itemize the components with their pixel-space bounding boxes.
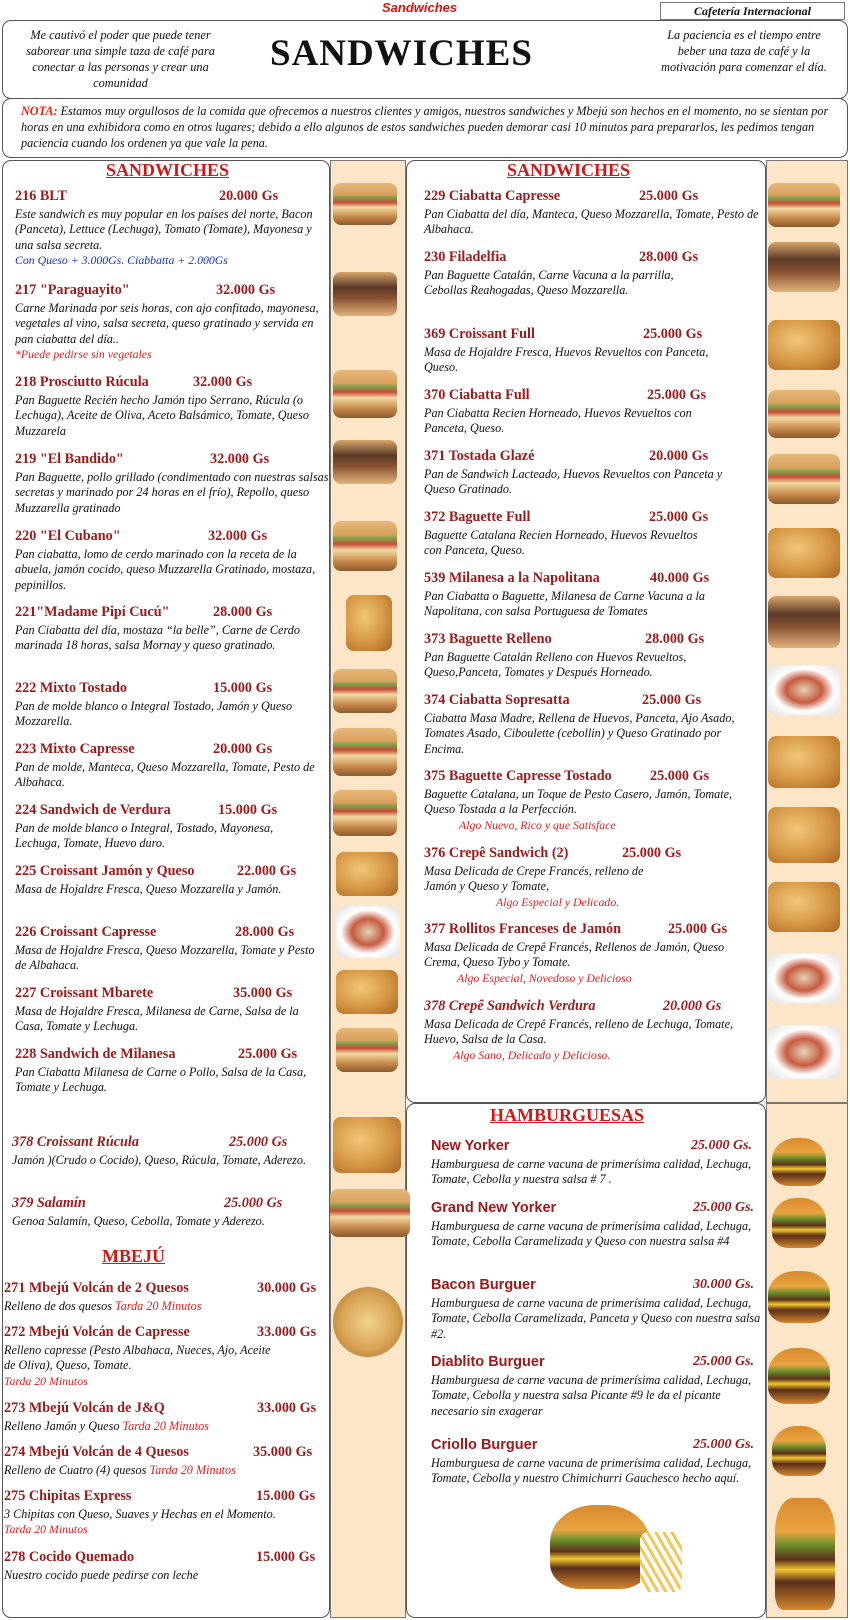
menu-item [15,451,330,516]
item-desc: Pan Ciabatta del día, mostaza “la belle”, Carne de Cerdo marinada 18 horas, salsa Mornay y queso gratinado. [15,623,300,653]
item-name: Bacon Burguer [431,1277,536,1293]
item-extra: Tarda 20 Minutos [115,1299,202,1313]
item-price: 25.000 Gs [668,921,728,937]
item-name: 377 Rollitos Franceses de Jamón [424,921,622,937]
item-name: 216 BLT [15,188,67,204]
menu-item [424,998,739,1063]
item-desc: 3 Chipitas con Queso, Suaves y Hechas en el Momento. [4,1507,276,1521]
sandwich-photo [768,183,840,227]
sandwich-photo [333,521,397,571]
right-quote: La paciencia es el tiempo entre beber una taza de café y la motivación para comenzar el día. [661,28,827,74]
item-desc: Baguette Catalana Recien Horneado, Huevos Revueltos con Panceta, Queso. [424,528,698,558]
item-price: 25.000 Gs [643,326,703,342]
burger-fries-photo [550,1505,650,1589]
mbeju-item [4,1549,330,1583]
item-name: 219 "El Bandido" [15,451,124,467]
item-price: 20.000 Gs [219,188,279,204]
item-extra: Tarda 20 Minutos [122,1419,209,1433]
item-price: 15.000 Gs [213,680,273,696]
menu-item [424,509,714,559]
item-desc: Hamburguesa de carne vacuna de primerísima calidad, Lechuga, Tomate, Cebolla Caramelizada y Queso con nuestra salsa #4 [431,1219,752,1249]
menu-item [424,845,682,910]
menu-item [424,387,707,437]
sandwich-photo [330,1189,410,1237]
item-name: 272 Mbejú Volcán de Capresse [4,1324,190,1340]
item-desc: Masa de Hojaldre Fresca, Milanesa de Carne, Salsa de la Casa, Tomate y Lechuga. [15,1004,299,1034]
item-price: 25.000 Gs. [693,1200,755,1215]
burger-photo [772,1426,826,1476]
item-name: 228 Sandwich de Milanesa [15,1046,176,1062]
croissant-photo [336,852,398,896]
menu-item [424,326,734,376]
item-name: 273 Mbejú Volcán de J&Q [4,1400,165,1416]
page-title: SANDWICHES [270,33,533,74]
item-desc: Relleno de Cuatro (4) quesos [4,1463,150,1477]
menu-item [12,1195,283,1229]
item-price: 28.000 Gs [645,631,705,647]
item-price: 33.000 Gs [257,1324,317,1340]
item-desc: Pan Ciabatta Recien Horneado, Huevos Revueltos con Panceta, Queso. [424,406,692,436]
item-desc: Pan Ciabatta o Baguette, Milanesa de Carne Vacuna a la Napolitana, con salsa Portuguesa de Tomates [424,589,705,619]
sandwich-photo [768,665,840,715]
item-price: 20.000 Gs [649,448,709,464]
item-price: 25.000 Gs [639,188,699,204]
sandwich-photo [768,736,840,788]
item-name: Criollo Burguer [431,1437,538,1453]
sandwich-photo [768,596,840,648]
item-desc: Relleno Jamón y Queso [4,1419,123,1433]
item-price: 25.000 Gs. [693,1354,755,1369]
item-price: 25.000 Gs [224,1195,283,1211]
item-name: 378 Croissant Rúcula [12,1134,139,1150]
item-desc: Pan de molde blanco o Integral Tostado, Jamón y Queso Mozzarella. [15,699,293,729]
item-price: 25.000 Gs [642,692,702,708]
item-desc: Genoa Salamín, Queso, Cebolla, Tomate y Aderezo. [12,1214,265,1228]
item-desc: Hamburguesa de carne vacuna de primerísima calidad, Lechuga, Tomate, Cebolla Caramelizada, Panceta y Queso con nuestra salsa #2. [431,1296,761,1341]
item-desc: Pan Baguette Recién hecho Jamón tipo Serrano, Rúcula (o Lechuga), Aceite de Oliva, Aceto Balsámico, Tomate, Queso Muzzarela [15,393,309,438]
menu-item [424,448,734,498]
item-price: 22.000 Gs [237,863,297,879]
sandwich-photo [333,440,397,484]
item-extra: Algo Nuevo, Rico y que Satisface [459,817,616,832]
item-price: 25.000 Gs [650,768,710,784]
note-text: Estamos muy orgullosos de la comida que ofrecemos a nuestros clientes y amigos, nuestros sandwiches y Mbejú son hechos en el momento, no se sientan por horas en una exhibidora como en otros lugares; debido a ello algunos de estos sandwiches pueden demorar casi 10 minutos para prepararlos, les pedimos tengan paciencia cuando los ordenen ya que vale la pena. [21,104,829,150]
menu-item [15,374,325,439]
crepe-photo [768,807,840,863]
sandwich-photo [333,790,397,836]
item-name: 275 Chipitas Express [4,1488,132,1504]
item-name: 222 Mixto Tostado [15,680,127,696]
item-name: Diablito Burguer [431,1354,545,1370]
item-desc: Pan Baguette Catalán, Carne Vacuna a la parrilla, Cebollas Reahogadas, Queso Mozzarella. [424,268,674,298]
item-name: 376 Crepê Sandwich (2) [424,845,569,861]
item-desc: Este sandwich es muy popular en los países del norte, Bacon (Panceta), Lettuce (Lechuga), Tomato (Tomate), Mayonesa y una salsa secreta. [15,207,313,252]
mbeju-item [4,1280,330,1314]
item-name: 371 Tostada Glazé [424,448,535,464]
burger-photo [768,1271,830,1323]
item-name: 224 Sandwich de Verdura [15,802,171,818]
crepe-photo [768,953,840,1003]
item-extra: Algo Sano, Delicado y Delicioso. [453,1047,611,1062]
item-desc: Hamburguesa de carne vacuna de primerísima calidad, Lechuga, Tomate, Cebolla y nuestra salsa # 7 . [431,1157,752,1187]
item-name: 271 Mbejú Volcán de 2 Quesos [4,1280,189,1296]
item-price: 32.000 Gs [210,451,270,467]
item-extra: Tarda 20 Minutos [149,1463,236,1477]
item-desc: Nuestro cocido puede pedirse con leche [4,1568,199,1582]
burger-photo [772,1198,826,1248]
menu-item [15,1046,330,1096]
croissant-photo [333,1117,401,1173]
item-extra: Algo Especial y Delicado. [496,894,620,909]
menu-item [15,924,315,974]
sandwich-photo [333,183,397,225]
item-price: 35.000 Gs [253,1444,313,1460]
item-price: 35.000 Gs [233,985,293,1001]
item-name: 221"Madame Pipí Cucú" [15,604,170,620]
item-name: 226 Croissant Capresse [15,924,157,940]
item-desc: Masa de Hojaldre Fresca, Queso Mozzarella y Jamón. [15,882,282,896]
sandwich-photo [768,528,840,578]
note-panel [2,98,848,158]
item-name: 539 Milanesa a la Napolitana [424,570,600,586]
item-name: 223 Mixto Capresse [15,741,135,757]
sandwich-photo [346,595,392,651]
burger-photo [772,1138,826,1186]
item-desc: Pan Baguette Catalán Relleno con Huevos Revueltos, Queso,Panceta, Tomates y Después Horneado. [424,650,687,680]
item-desc: Jamón )(Crudo o Cocido), Queso, Rúcula, Tomate, Aderezo. [12,1153,307,1167]
item-price: 30.000 Gs [257,1280,317,1296]
sandwich-photo [333,370,397,418]
menu-item [15,528,325,593]
item-desc: Hamburguesa de carne vacuna de primerísima calidad, Lechuga, Tomate, Cebolla y nuestro Chimichurri Gauchesco hecho aquí. [431,1456,752,1486]
menu-item [15,985,320,1035]
menu-item [15,604,325,654]
mbeju-photo [333,1287,403,1357]
note-label: NOTA: [21,104,58,118]
item-price: 40.000 Gs [650,570,710,586]
item-name: 372 Baguette Full [424,509,531,525]
crepe-photo [768,1025,840,1079]
mbeju-item [4,1324,330,1389]
item-desc: Pan de molde blanco o Integral, Tostado, Mayonesa, Lechuga, Tomate, Huevo duro. [15,821,274,851]
item-price: 33.000 Gs [257,1400,317,1416]
right-section-title: SANDWICHES [507,160,631,180]
burger-item [431,1138,766,1188]
menu-item [15,680,320,730]
item-price: 25.000 Gs [229,1134,288,1150]
item-price: 25.000 Gs [238,1046,298,1062]
item-name: 370 Ciabatta Full [424,387,530,403]
burger-item [431,1277,766,1342]
item-desc: Carne Marinada por seis horas, con ajo confitado, mayonesa, vegetales al vino, salsa secreta, queso gratinado y servida en pan ciabatta del día.. [15,301,319,346]
menu-item [12,1134,317,1168]
item-extra: Con Queso + 3.000Gs. Ciabbatta + 2.000Gs [15,253,228,268]
item-desc: Masa Delicada de Crepe Francés, relleno de Jamón y Queso y Tomate, [424,864,644,894]
item-desc: Masa de Hojaldre Fresca, Huevos Revueltos con Panceta, Queso. [424,345,709,375]
left-quote: Me cautivó el poder que puede tener saborear una simple taza de café para conectar a las personas y crear una comunidad [26,28,215,90]
item-price: 25.000 Gs [622,845,682,861]
crepe-photo [768,882,840,932]
menu-item [15,863,315,897]
sandwich-photo [333,272,397,316]
burger-item [431,1354,766,1419]
item-desc: Pan Baguette, pollo grillado (condimentado con nuestras salsas secretas y marinado por 24 horas en el frío), Repollo, queso Muzzarella gratinado [15,470,329,515]
croissant-photo [768,320,840,370]
item-price: 28.000 Gs [213,604,273,620]
item-desc: Relleno capresse (Pesto Albahaca, Nueces, Ajo, Aceite de Oliva), Queso, Tomate. [4,1343,271,1373]
item-desc: Pan ciabatta, lomo de cerdo marinado con la receta de la abuela, jamón cocido, queso Muzzarella Gratinado, mostaza, pepinillos. [15,547,316,592]
item-name: 378 Crepê Sandwich Verdura [424,998,596,1014]
item-price: 32.000 Gs [208,528,268,544]
item-name: 374 Ciabatta Sopresatta [424,692,570,708]
item-price: 15.000 Gs [256,1488,316,1504]
burger-item [431,1437,766,1487]
item-name: 220 "El Cubano" [15,528,121,544]
fries-photo [640,1532,682,1592]
item-extra: Tarda 20 Minutos [4,1373,88,1388]
sandwich-photo [336,1028,398,1072]
item-price: 32.000 Gs [193,374,253,390]
item-desc: Masa Delicada de Crepê Francés, Rellenos de Jamón, Queso Crema, Queso Tybo y Tomate. [424,940,725,970]
mbeju-item [4,1444,330,1478]
cafe-name: Cafetería Internacional [660,2,845,20]
burger-item [431,1200,766,1250]
item-desc: Baguette Catalana, un Toque de Pesto Casero, Jamón, Tomate, Queso Tostada a la Perfección. [424,787,733,817]
item-name: 229 Ciabatta Capresse [424,188,561,204]
item-extra: *Puede pedirse sin vegetales [15,347,152,362]
menu-item [15,802,320,852]
mbeju-item [4,1400,330,1434]
item-name: 227 Croissant Mbarete [15,985,154,1001]
page-tag: Sandwiches [382,0,458,15]
item-desc: Pan Ciabatta Milanesa de Carne o Pollo, Salsa de la Casa, Tomate y Lechuga. [15,1065,307,1095]
item-price: 20.000 Gs [213,741,273,757]
item-name: 379 Salamín [12,1195,86,1211]
sandwich-photo [768,242,840,292]
item-name: Grand New Yorker [431,1200,557,1216]
item-price: 30.000 Gs. [693,1277,755,1292]
menu-item [15,282,330,362]
tall-burger-photo [775,1498,835,1610]
item-name: 373 Baguette Relleno [424,631,552,647]
left-section-title: SANDWICHES [106,160,230,180]
item-name: New Yorker [431,1138,510,1154]
burger-photo [768,1348,830,1404]
item-name: 217 "Paraguayito" [15,282,130,298]
item-desc: Pan de Sandwich Lacteado, Huevos Revueltos con Panceta y Queso Gratinado. [424,467,723,497]
item-desc: Masa Delicada de Crepê Francés, relleno de Lechuga, Tomate, Huevo, Salsa de la Casa. [424,1017,734,1047]
item-desc: Ciabatta Masa Madre, Rellena de Huevos, Panceta, Ajo Asado, Tomates Asado, Ciboulette (cebollin) y Queso Gratinado por Encima. [424,711,735,756]
croissant-photo [336,906,400,958]
item-price: 25.000 Gs. [691,1138,753,1153]
mbeju-item [4,1488,330,1537]
sandwich-photo [768,390,840,438]
item-name: 218 Prosciutto Rúcula [15,374,149,390]
burger-section-title: HAMBURGUESAS [490,1105,645,1125]
item-price: 25.000 Gs [647,387,707,403]
menu-item [424,921,744,986]
item-price: 25.000 Gs [649,509,709,525]
mbeju-section-title: MBEJÚ [102,1246,165,1266]
item-name: 230 Filadelfia [424,249,507,265]
item-desc: Masa de Hojaldre Fresca, Queso Mozzarella, Tomate y Pesto de Albahaca. [15,943,315,973]
menu-item [424,631,762,681]
item-price: 15.000 Gs [218,802,278,818]
item-desc: Hamburguesa de carne vacuna de primerísima calidad, Lechuga, Tomate, Cebolla y nuestra salsa Picante #9 le da el picante necesario sin exagerar [431,1373,752,1418]
item-extra: Algo Especial, Novedoso y Delicioso [457,970,632,985]
item-name: 369 Croissant Full [424,326,535,342]
sandwich-photo [333,728,397,776]
item-desc: Relleno de dos quesos [4,1299,116,1313]
menu-item [424,768,739,833]
item-desc: Pan de molde, Manteca, Queso Mozzarella, Tomate, Pesto de Albahaca. [15,760,315,790]
item-price: 25.000 Gs. [693,1437,755,1452]
sandwich-photo [333,669,397,713]
sandwich-photo [768,454,840,504]
croissant-photo [336,970,398,1014]
item-price: 15.000 Gs [256,1549,316,1565]
item-name: 225 Croissant Jamón y Queso [15,863,195,879]
item-name: 274 Mbejú Volcán de 4 Quesos [4,1444,189,1460]
item-desc: Pan Ciabatta del día, Manteca, Queso Mozzarella, Tomate, Pesto de Albahaca. [424,207,759,237]
item-price: 32.000 Gs [216,282,276,298]
item-name: 278 Cocido Quemado [4,1549,135,1565]
menu-item [424,692,744,757]
menu-item [15,741,330,791]
item-price: 28.000 Gs [235,924,295,940]
item-extra: Tarda 20 Minutos [4,1522,88,1537]
menu-item [424,249,699,299]
item-name: 375 Baguette Capresse Tostado [424,768,612,784]
item-price: 28.000 Gs [639,249,699,265]
menu-item [424,570,762,620]
menu-item [424,188,762,238]
item-price: 20.000 Gs [663,998,722,1014]
menu-item [15,188,330,268]
